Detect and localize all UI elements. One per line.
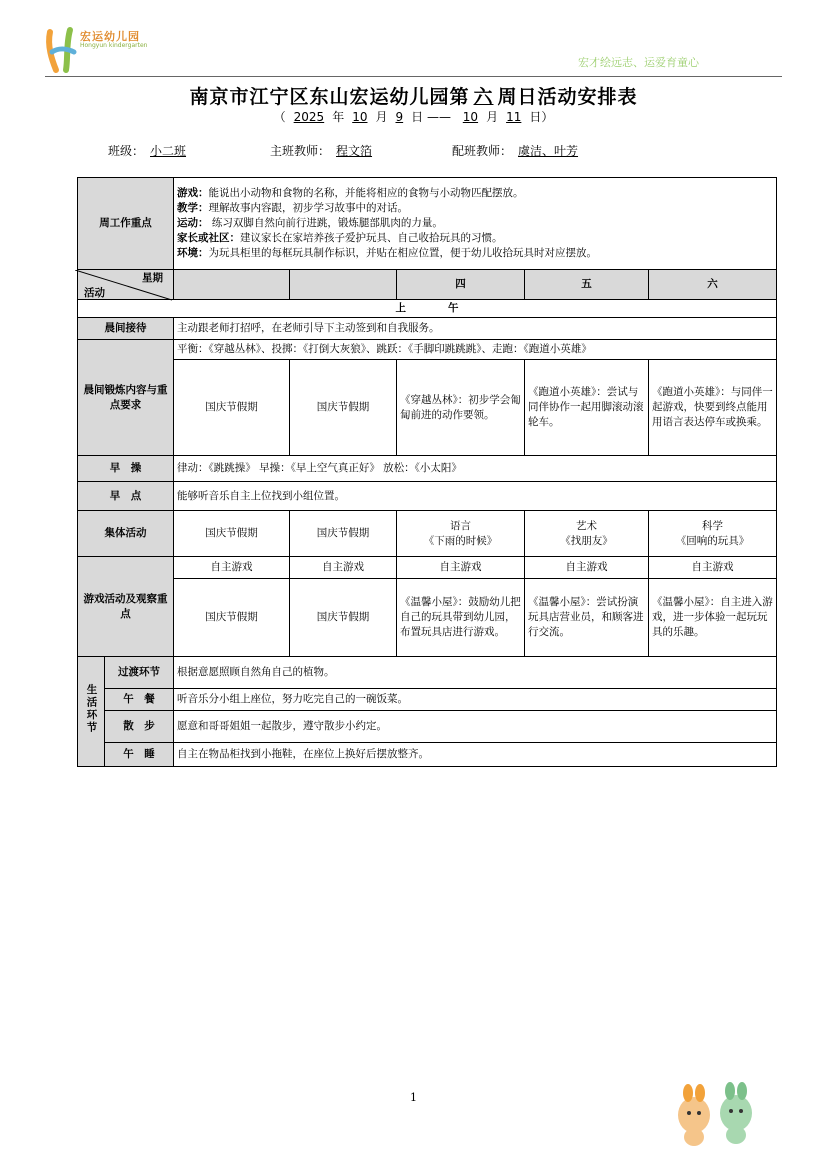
group-title: 《回响的玩具》 bbox=[675, 534, 750, 547]
focus-label: 周工作重点 bbox=[78, 178, 174, 270]
life-row bbox=[78, 689, 777, 711]
game-type: 自主游戏 bbox=[290, 557, 397, 579]
life-item-label: 过渡环节 bbox=[105, 657, 174, 689]
date-month-unit-2: 月 bbox=[486, 110, 499, 124]
focus-key: 家长或社区： bbox=[177, 232, 240, 244]
main-teacher-label: 主班教师： bbox=[270, 144, 331, 158]
life-label-text: 生活环节 bbox=[85, 684, 98, 734]
focus-value: 建议家长在家培养孩子爱护玩具、自己收拾玩具的习惯。 bbox=[240, 232, 503, 244]
group-subject: 国庆节假期 bbox=[316, 527, 370, 539]
class-label: 班级： bbox=[108, 144, 145, 158]
exercise-label: 晨间锻炼内容与重点要求 bbox=[78, 340, 174, 456]
life-item-label: 午 睡 bbox=[105, 743, 174, 767]
group-subject: 国庆节假期 bbox=[205, 527, 258, 539]
focus-item bbox=[177, 246, 773, 261]
exercise-cell: 《跑道小英雄》：与同伴一起游戏，快要到终点能用用语言表达停车或换乘。 bbox=[649, 360, 777, 456]
assist-teacher-info bbox=[452, 142, 584, 159]
focus-item bbox=[177, 216, 773, 231]
date-close: 日） bbox=[529, 110, 554, 124]
game-cell: 国庆节假期 bbox=[290, 579, 397, 657]
exercise-row bbox=[78, 360, 777, 456]
life-row bbox=[78, 743, 777, 767]
group-activity-cell bbox=[290, 511, 397, 557]
logo-subtext: Hongyun kindergarten bbox=[80, 42, 148, 49]
slogan: 宏才绘远志、运爱育童心 bbox=[578, 56, 699, 69]
focus-row bbox=[78, 178, 777, 270]
date-separator: 日 —— bbox=[411, 110, 455, 124]
date-end-day: 11 bbox=[506, 110, 522, 124]
life-item-label: 午 餐 bbox=[105, 689, 174, 711]
date-range bbox=[0, 108, 827, 125]
reception-row bbox=[78, 318, 777, 340]
group-activity-row bbox=[78, 511, 777, 557]
main-teacher-value: 程文箔 bbox=[336, 144, 373, 158]
morning-exercise-row bbox=[78, 456, 777, 482]
week-label: 星期 bbox=[142, 271, 163, 284]
reception-label: 晨间接待 bbox=[78, 318, 174, 340]
exercise-summary-row bbox=[78, 340, 777, 360]
day-header: 五 bbox=[525, 270, 649, 300]
reception-text: 主动跟老师打招呼，在老师引导下主动签到和自我服务。 bbox=[174, 318, 777, 340]
game-label: 游戏活动及观察重点 bbox=[78, 557, 174, 657]
assist-teacher-label: 配班教师： bbox=[452, 144, 513, 158]
life-item-text: 愿意和哥哥姐姐一起散步，遵守散步小约定。 bbox=[174, 711, 777, 743]
game-type: 自主游戏 bbox=[525, 557, 649, 579]
game-type: 自主游戏 bbox=[397, 557, 525, 579]
focus-item bbox=[177, 201, 773, 216]
exercise-summary: 平衡：《穿越丛林》、投掷：《打倒大灰狼》、跳跃：《手脚印跳跳跳》、走跑：《跑道小英雄》 bbox=[174, 340, 777, 360]
title-week: 六 bbox=[473, 86, 494, 108]
weekly-plan-table bbox=[77, 177, 777, 767]
class-value: 小二班 bbox=[150, 144, 187, 158]
exercise-cell: 《穿越丛林》：初步学会匍匐前进的动作要领。 bbox=[397, 360, 525, 456]
logo-text: 宏运幼儿园 bbox=[80, 30, 140, 43]
page-title bbox=[0, 82, 827, 109]
focus-value: 能说出小动物和食物的名称，并能将相应的食物与小动物匹配摆放。 bbox=[208, 187, 524, 199]
group-activity-cell bbox=[649, 511, 777, 557]
life-row bbox=[78, 657, 777, 689]
life-row bbox=[78, 711, 777, 743]
header-row bbox=[78, 270, 777, 300]
group-activity-cell bbox=[397, 511, 525, 557]
header-divider bbox=[45, 76, 782, 77]
group-activity-label: 集体活动 bbox=[78, 511, 174, 557]
date-open: （ bbox=[273, 110, 286, 124]
date-end-month: 10 bbox=[462, 110, 479, 124]
title-prefix: 南京市江宁区东山宏运幼儿园第 bbox=[189, 86, 470, 108]
focus-key: 游戏： bbox=[177, 187, 209, 199]
header-corner bbox=[78, 270, 174, 300]
focus-value: 为玩具柜里的每框玩具制作标识，并贴在相应位置，便于幼儿收拾玩具时对应摆放。 bbox=[208, 247, 597, 259]
game-type: 自主游戏 bbox=[649, 557, 777, 579]
life-item-text: 听音乐分小组上座位，努力吃完自己的一碗饭菜。 bbox=[174, 689, 777, 711]
focus-content bbox=[174, 178, 777, 270]
focus-value: 练习双脚自然向前行进跳，锻炼腿部肌肉的力量。 bbox=[208, 217, 443, 229]
activity-label: 活动 bbox=[84, 286, 105, 299]
morning-heading: 上 午 bbox=[78, 300, 777, 318]
main-teacher-info bbox=[270, 142, 378, 159]
day-header bbox=[290, 270, 397, 300]
game-type: 自主游戏 bbox=[174, 557, 290, 579]
title-suffix: 周日活动安排表 bbox=[497, 86, 638, 108]
date-month-unit: 月 bbox=[375, 110, 388, 124]
group-subject: 科学 bbox=[702, 519, 724, 532]
date-start-day: 9 bbox=[395, 110, 404, 124]
assist-teacher-value: 虞洁、叶芳 bbox=[518, 144, 579, 158]
focus-key: 运动： bbox=[177, 217, 209, 229]
page-number: 1 bbox=[410, 1091, 417, 1104]
game-top-row bbox=[78, 557, 777, 579]
life-label bbox=[78, 657, 105, 767]
snack-row bbox=[78, 482, 777, 511]
focus-item bbox=[177, 186, 773, 201]
life-item-text: 自主在物品柜找到小拖鞋，在座位上换好后摆放整齐。 bbox=[174, 743, 777, 767]
life-item-text: 根据意愿照顾自然角自己的植物。 bbox=[174, 657, 777, 689]
mascot-illustration bbox=[664, 1075, 774, 1150]
date-year: 2025 bbox=[293, 110, 325, 124]
date-year-unit: 年 bbox=[332, 110, 345, 124]
game-cell: 国庆节假期 bbox=[174, 579, 290, 657]
focus-key: 环境： bbox=[177, 247, 209, 259]
exercise-cell: 国庆节假期 bbox=[174, 360, 290, 456]
day-header: 六 bbox=[649, 270, 777, 300]
morning-row bbox=[78, 300, 777, 318]
life-item-label: 散 步 bbox=[105, 711, 174, 743]
snack-text: 能够听音乐自主上位找到小组位置。 bbox=[174, 482, 777, 511]
focus-key: 教学： bbox=[177, 202, 209, 214]
day-header bbox=[174, 270, 290, 300]
game-cell: 《温馨小屋》：自主进入游戏，进一步体验一起玩玩具的乐趣。 bbox=[649, 579, 777, 657]
exercise-cell: 《跑道小英雄》：尝试与同伴协作一起用脚滚动滚轮车。 bbox=[525, 360, 649, 456]
day-header: 四 bbox=[397, 270, 525, 300]
exercise-cell: 国庆节假期 bbox=[290, 360, 397, 456]
focus-value: 理解故事内容跟，初步学习故事中的对话。 bbox=[208, 202, 408, 214]
class-info bbox=[108, 142, 192, 159]
group-subject: 语言 bbox=[450, 519, 471, 532]
morning-exercise-text: 律动：《跳跳操》 早操：《早上空气真正好》 放松：《小太阳》 bbox=[174, 456, 777, 482]
group-activity-cell bbox=[525, 511, 649, 557]
group-title: 《找朋友》 bbox=[560, 534, 613, 547]
group-subject: 艺术 bbox=[576, 519, 597, 532]
snack-label: 早 点 bbox=[78, 482, 174, 511]
game-row bbox=[78, 579, 777, 657]
focus-item bbox=[177, 231, 773, 246]
morning-exercise-label: 早 操 bbox=[78, 456, 174, 482]
group-activity-cell bbox=[174, 511, 290, 557]
group-title: 《下雨的时候》 bbox=[423, 534, 498, 547]
game-cell: 《温馨小屋》：鼓励幼儿把自己的玩具带到幼儿园，布置玩具店进行游戏。 bbox=[397, 579, 525, 657]
date-start-month: 10 bbox=[352, 110, 368, 124]
game-cell: 《温馨小屋》：尝试扮演玩具店营业员，和顾客进行交流。 bbox=[525, 579, 649, 657]
